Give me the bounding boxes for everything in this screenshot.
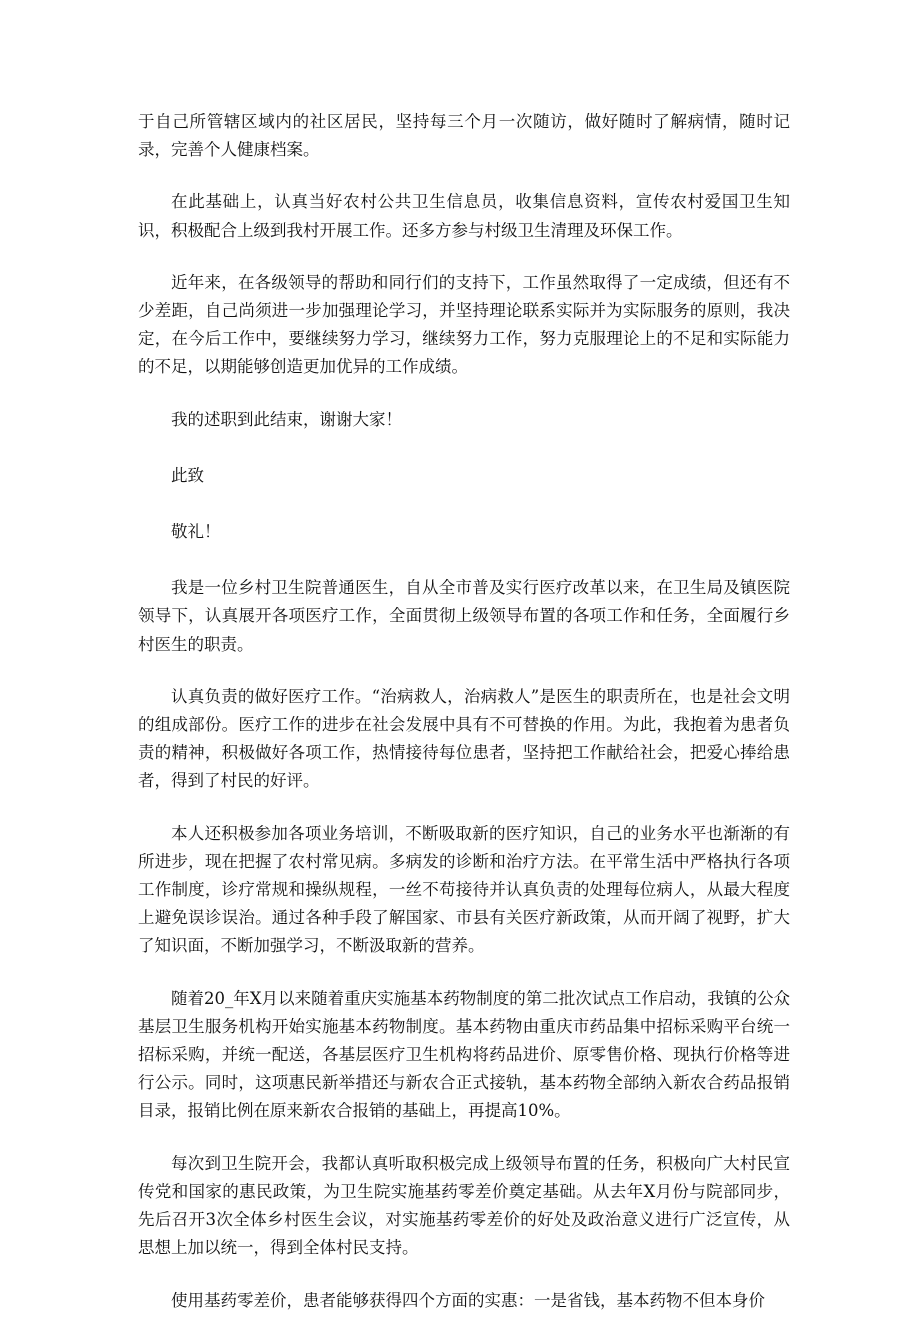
paragraph-recent-years: 近年来，在各级领导的帮助和同行们的支持下，工作虽然取得了一定成绩，但还有不少差距，自己尚须进一步加强理论学习，并坚持理论联系实际并为实际服务的原则，我决定，在今后工作中，要继续努力学习，继续努力工作，努力克服理论上的不足和实际能力的不足，以期能够创造更加优异的工作成绩。 (138, 272, 790, 377)
paragraph-introduction: 我是一位乡村卫生院普通医生，自从全市普及实行医疗改革以来，在卫生局及镇医院领导下，认真展开各项医疗工作，全面贯彻上级领导布置的各项工作和任务，全面履行乡村医生的职责。 (138, 578, 790, 654)
document-body (138, 108, 790, 1339)
paragraph-medical-work: 认真负责的做好医疗工作。“治病救人，治病救人”是医生的职责所在，也是社会文明的组成部份。医疗工作的进步在社会发展中具有不可替换的作用。为此，我抱着为患者负责的精神，积极做好各项工作，热情接待每位患者，坚持把工作献给社会，把爱心捧给患者，得到了村民的好评。 (138, 686, 790, 791)
paragraph-benefits: 使用基药零差价，患者能够获得四个方面的实惠：一是省钱，基本药物不但本身价 (171, 1290, 765, 1310)
paragraph-continuation: 于自己所管辖区域内的社区居民，坚持每三个月一次随访，做好随时了解病情，随时记录，完善个人健康档案。 (138, 112, 790, 160)
paragraph-essential-drugs: 随着20_年X月以来随着重庆实施基本药物制度的第二批次试点工作启动，我镇的公众基层卫生服务机构开始实施基本药物制度。基本药物由重庆市药品集中招标采购平台统一招标采购，并统一配送，各基层医疗卫生机构将药品进价、原零售价格、现执行价格等进行公示。同时，这项惠民新举措还与新农合正式接轨，基本药物全部纳入新农合药品报销目录，报销比例在原来新农合报销的基础上，再提高10%。 (138, 988, 790, 1121)
paragraph-salutation: 此致 (171, 465, 204, 485)
paragraph-regards: 敬礼！ (171, 522, 221, 542)
paragraph-public-health: 在此基础上，认真当好农村公共卫生信息员，收集信息资料，宣传农村爱国卫生知识，积极配合上级到我村开展工作。还多方参与村级卫生清理及环保工作。 (138, 192, 790, 240)
paragraph-training: 本人还积极参加各项业务培训，不断吸取新的医疗知识，自己的业务水平也渐渐的有所进步，现在把握了农村常见病。多病发的诊断和治疗方法。在平常生活中严格执行各项工作制度，诊疗常规和操纵规程，一丝不苟接待并认真负责的处理每位病人，从最大程度上避免误诊误治。通过各种手段了解国家、市县有关医疗新政策，从而开阔了视野，扩大了知识面，不断加强学习，不断汲取新的营养。 (138, 823, 790, 956)
paragraph-closing: 我的述职到此结束，谢谢大家！ (171, 409, 402, 429)
paragraph-meetings: 每次到卫生院开会，我都认真听取积极完成上级领导布置的任务，积极向广大村民宣传党和国家的惠民政策，为卫生院实施基药零差价奠定基础。从去年X月份与院部同步，先后召开3次全体乡村医生会议，对实施基药零差价的好处及政治意义进行广泛宣传，从思想上加以统一，得到全体村民支持。 (138, 1153, 790, 1258)
